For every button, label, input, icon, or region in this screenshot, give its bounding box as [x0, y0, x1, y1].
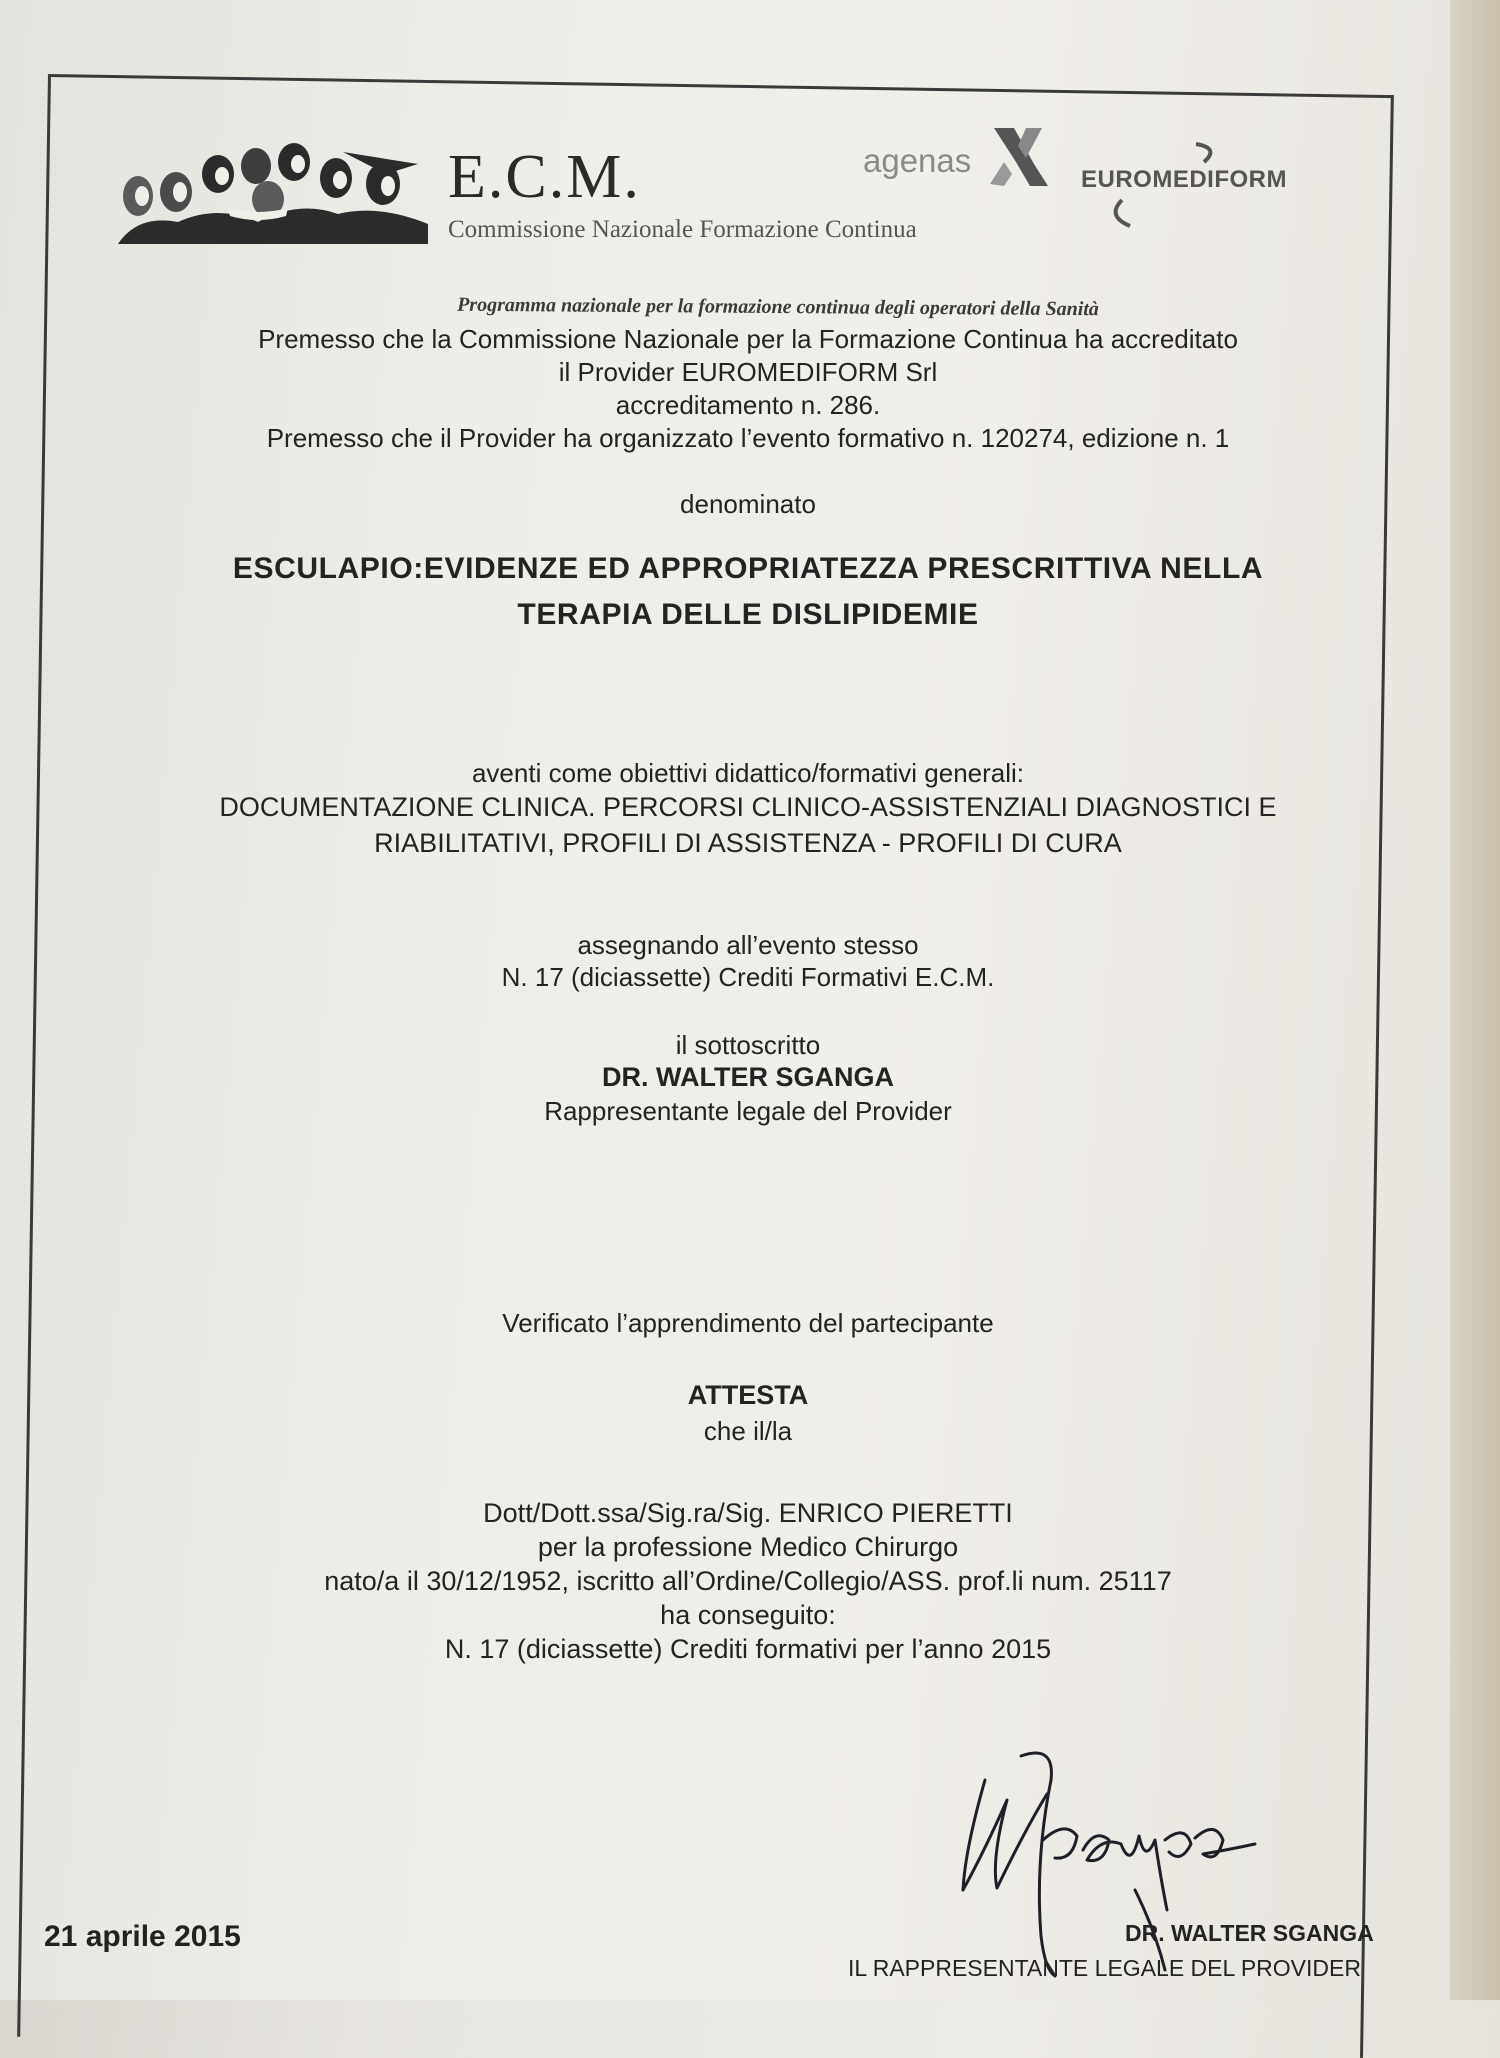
certificate-content — [48, 74, 1388, 2000]
agenas-logo: agenas — [863, 142, 972, 179]
background-edge — [1450, 0, 1500, 2000]
euromediform-logo: EUROMEDIFORM — [1081, 166, 1287, 193]
attesta-heading: ATTESTA — [687, 1380, 809, 1410]
assegnando-line: assegnando all’evento stesso — [577, 930, 919, 960]
signature-role: IL RAPPRESENTANTE LEGALE DEL PROVIDER — [848, 1955, 1361, 1981]
premesso-commissione: Premesso che la Commissione Nazionale per la Formazione Continua ha accreditato — [258, 324, 1238, 354]
participant-name: Dott/Dott.ssa/Sig.ra/Sig. ENRICO PIERETTI — [483, 1498, 1013, 1528]
representative-role: Rappresentante legale del Provider — [544, 1096, 952, 1126]
conseguito-label: ha conseguito: — [660, 1600, 836, 1630]
crediti-evento: N. 17 (diciassette) Crediti Formativi E.C.M. — [501, 962, 995, 992]
certificate-header — [118, 124, 1338, 324]
signature-name: DR. WALTER SGANGA — [1125, 1920, 1374, 1946]
representative-name: DR. WALTER SGANGA — [602, 1062, 894, 1092]
verificato-line: Verificato l’apprendimento del partecipante — [502, 1308, 994, 1338]
sottoscritto-label: il sottoscritto — [675, 1030, 821, 1060]
obiettivi-intro: aventi come obiettivi didattico/formativi generali: — [471, 758, 1025, 788]
professione-line: per la professione Medico Chirurgo — [537, 1532, 959, 1562]
nato-line: nato/a il 30/12/1952, iscritto all’Ordine/Collegio/ASS. prof.li num. 25117 — [324, 1566, 1172, 1596]
accreditamento-line: accreditamento n. 286. — [615, 390, 881, 420]
obiettivi-line-2: RIABILITATIVI, PROFILI DI ASSISTENZA - PROFILI DI CURA — [374, 828, 1122, 858]
issue-date: 21 aprile 2015 — [44, 1920, 241, 1953]
event-title-line-2: TERAPIA DELLE DISLIPIDEMIE — [517, 598, 979, 631]
event-title-line-1: ESCULAPIO:EVIDENZE ED APPROPRIATEZZA PRESCRITTIVA NELLA — [232, 552, 1264, 585]
che-label: che il/la — [703, 1416, 793, 1446]
programma-line: Programma nazionale per la formazione continua degli operatori della Sanità — [457, 293, 1099, 321]
obiettivi-line-1: DOCUMENTAZIONE CLINICA. PERCORSI CLINICO-ASSISTENZIALI DIAGNOSTICI E — [219, 792, 1277, 822]
ecm-logo-title: E.C.M. — [448, 143, 641, 211]
denominato-label: denominato — [680, 489, 816, 519]
agenas-mark-icon — [986, 124, 1058, 194]
crediti-anno: N. 17 (diciassette) Crediti formativi per l’anno 2015 — [444, 1634, 1052, 1664]
ecm-logo-subtitle: Commissione Nazionale Formazione Continua — [448, 216, 917, 243]
provider-line: il Provider EUROMEDIFORM Srl — [558, 357, 938, 387]
premesso-evento: Premesso che il Provider ha organizzato l’evento formativo n. 120274, edizione n. 1 — [266, 423, 1230, 453]
portrait-group-icon — [118, 134, 428, 244]
